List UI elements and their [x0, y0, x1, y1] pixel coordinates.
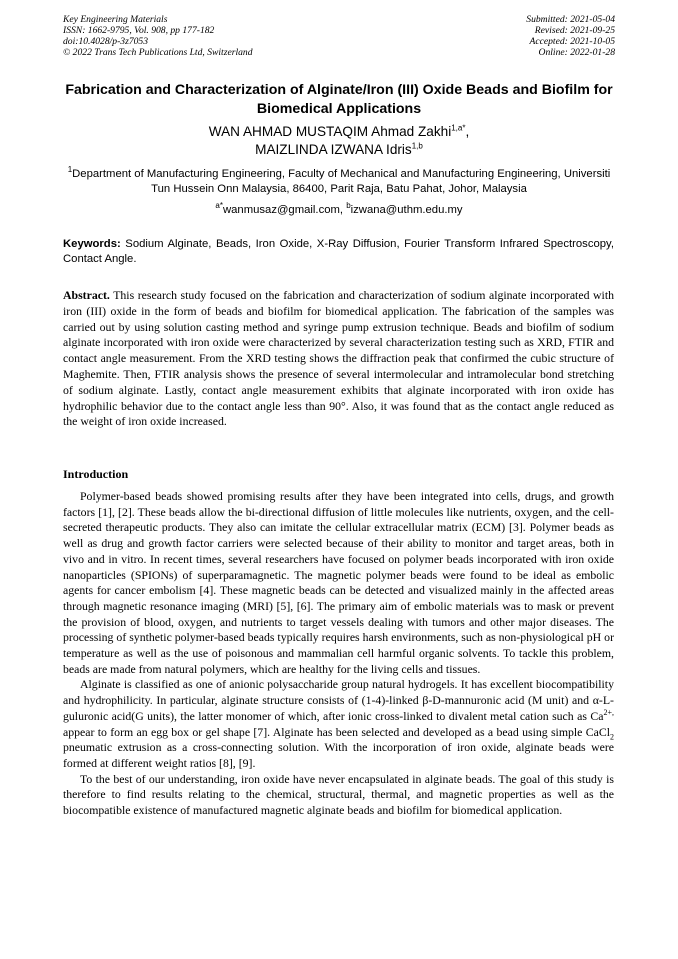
- calcium-charge: 2+,: [603, 707, 614, 717]
- keywords: [63, 237, 614, 267]
- author-1: WAN AHMAD MUSTAQIM Ahmad Zakhi$^{1,a*}$,: [208, 123, 470, 139]
- email-a: wanmusaz@gmail.com,: [222, 204, 347, 216]
- section-heading-introduction: Introduction: [63, 467, 129, 481]
- issn: ISSN: 1662-9795, Vol. 908, pp 177-182: [63, 25, 215, 36]
- affiliation: [63, 167, 615, 197]
- publication-dates: [526, 14, 615, 58]
- submitted-date: Submitted: 2021-05-04: [526, 14, 615, 25]
- paragraph-3: To the best of our understanding, iron oxide have never encapsulated in alginate beads. The goal of this study is therefore to find results relating to the chemical, structural, thermal, and magnetic properties as well as the biocompatible existence of manufactured magnetic alginate beads and biofilm for biomedical application.: [63, 771, 614, 818]
- affiliation-mark: 1: [67, 165, 73, 175]
- paragraph-1: Polymer-based beads showed promising results after they have been integrated into cells, drugs, and growth factors [1], [2]. These beads allow the bi-directional diffusion of little molecules like nutrients, oxygen, and the cell-secreted therapeutic products. They also can imitate the cellular extracellular matrix (ECM) [3]. Polymer beads as well as drug and growth factor carriers were selected because of their ability to monitor and target areas, both in vivo and in vitro. In recent times, several researchers have focused on polymer beads incorporated with iron oxide nanoparticles (SPIONs) of superparamagnetic. The magnetic polymer beads were found to be ideal as embolic agents for cancer embolism [4]. These magnetic beads can be detected and visualized mainly in the affected areas through magnetic resonance imaging (MRI) [5], [6]. The primary aim of embolic materials was to mask or prevent the provision of blood, oxygen, and nutrients to target vessels dealing with tumors and other major diseases. The processing of synthetic polymer-based beads typically requires harsh environments, such as non-physiological pH or temperature as well as the use of poisonous and mammalian cell harmful organic solvents. To tackle this problem, beads are made from natural polymers, which are healthy for the living cells and tissues.: [63, 489, 614, 676]
- paragraph-2-part-c: pneumatic extrusion as a cross-connecting solution. With the incorporation of iron oxide, alginate beads were formed at different weight ratios [8], [9].: [63, 740, 614, 770]
- paper-title: Fabrication and Characterization of Alginate/Iron (III) Oxide Beads and Biofilm for Biomedical Applications: [65, 82, 613, 117]
- author-2: [63, 141, 615, 159]
- author-emails: [63, 203, 615, 218]
- keywords-text: Sodium Alginate, Beads, Iron Oxide, X-Ray Diffusion, Fourier Transform Infrared Spectroscopy, Contact Angle.: [63, 238, 614, 265]
- accepted-date: Accepted: 2021-10-05: [529, 36, 615, 47]
- chloride-subscript: 2: [610, 731, 614, 741]
- keywords-label: Keywords:: [63, 238, 121, 250]
- doi: doi:10.4028/p-3z7053: [63, 36, 149, 47]
- author-2-marks: 1,b: [411, 141, 423, 151]
- paragraph-2: [63, 677, 614, 771]
- paragraph-2-part-a: Alginate is classified as one of anionic polysaccharide group natural hydrogels. It has excellent biocompatibility and hydrophilicity. In particular, alginate structure consists of (1-4)-linked β-D-mannuronic acid (M unit) and α-L-guluronic acid(G units), the latter monomer of which, after ionic cross-linked to divalent metal cation such as Ca: [63, 677, 614, 723]
- author-1-marks: 1,a*: [451, 123, 466, 133]
- author-list: [63, 123, 615, 159]
- introduction-body: [63, 489, 614, 819]
- paragraph-2-part-b: appear to form an egg box or gel shape [7]. Alginate has been selected and developed as a bead using simple CaCl: [63, 724, 610, 739]
- journal-name: Key Engineering Materials: [63, 14, 168, 25]
- abstract-text: This research study focused on the fabrication and characterization of sodium alginate incorporated with iron (III) oxide in the form of beads and biofilm for biomedical application. The fabrication of the samples was carried out by using solution casting method and syringe pump extrusion technique. Beads and biofilm of sodium alginate incorporated with iron oxide were characterized by several characterization testing such as XRD, FTIR and contact angle measurement. From the XRD testing shows the diffraction peak that confirmed the cubic structure of Maghemite. Then, FTIR analysis shows the presence of several intermolecular and intramolecular bond stretching of sodium alginate. Lastly, contact angle measurement exhibits that alginate incorporated with iron oxide has hydrophilic behavior due to the contact angle less than 90°. Also, it was found that as the contact angle reduced as the weight of iron oxide increased.: [63, 288, 614, 429]
- author-2-name: MAIZLINDA IZWANA Idris: [255, 142, 412, 157]
- abstract: [63, 288, 614, 430]
- copyright: © 2022 Trans Tech Publications Ltd, Switzerland: [63, 47, 253, 58]
- abstract-label: Abstract.: [63, 288, 110, 302]
- journal-info: [63, 14, 253, 58]
- revised-date: Revised: 2021-09-25: [534, 25, 615, 36]
- affiliation-text: Department of Manufacturing Engineering, Faculty of Mechanical and Manufacturing Engineering, Universiti Tun Hussein Onn Malaysia, 86400, Parit Raja, Batu Pahat, Johor, Malaysia: [72, 168, 611, 195]
- author-1-name: WAN AHMAD MUSTAQIM Ahmad Zakhi: [208, 124, 452, 139]
- email-b-mark: b: [346, 201, 351, 211]
- email-a-mark: a*: [215, 201, 223, 211]
- online-date: Online: 2022-01-28: [538, 47, 615, 58]
- email-b: izwana@uthm.edu.my: [350, 204, 463, 216]
